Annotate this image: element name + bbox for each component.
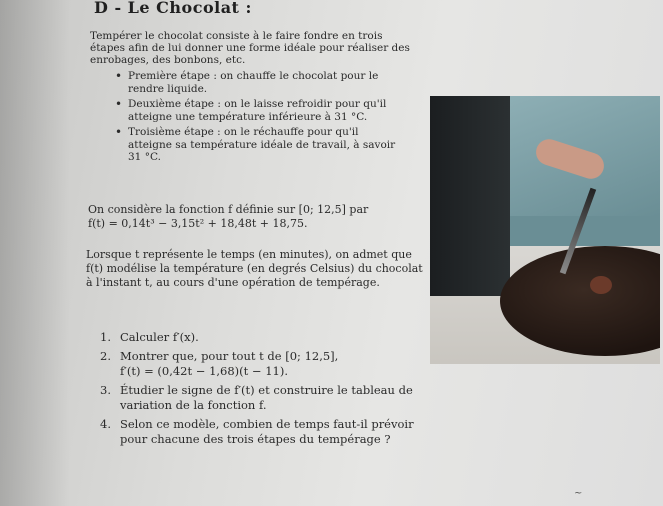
photo-person bbox=[430, 96, 510, 296]
question-item bbox=[100, 383, 420, 413]
step-item: • Troisième étape : on le réchauffe pour qu'il atteigne sa température idéale de travail, à savoir 31 °C. bbox=[118, 126, 398, 164]
intro-text: Tempérer le chocolat consiste à le faire fondre en trois étapes afin de lui donner une forme idéale pour réaliser des enrobages, des bonbons, etc. bbox=[90, 30, 410, 66]
chocolate-photo bbox=[430, 96, 660, 364]
question-text: Étudier le signe de f′(t) et construire le tableau de variation de la fonction f. bbox=[120, 383, 413, 412]
section-title: D - Le Chocolat : bbox=[94, 0, 252, 17]
context-paragraph: Lorsque t représente le temps (en minutes), on admet que f(t) modélise la température (en degrés Celsius) du chocolat à l'instant t, au cours d'une opération de tempérage. bbox=[86, 248, 423, 289]
pencil-mark: ~ bbox=[574, 488, 583, 499]
page-shadow bbox=[0, 0, 70, 506]
question-number: 2. bbox=[100, 349, 111, 363]
question-item bbox=[100, 417, 420, 447]
question-text: Montrer que, pour tout t de [0; 12,5], bbox=[120, 349, 339, 363]
derivative-formula: f′(t) = (0,42t − 1,68)(t − 11). bbox=[120, 364, 288, 378]
question-number: 1. bbox=[100, 330, 111, 344]
questions-list bbox=[100, 330, 420, 451]
question-item bbox=[100, 349, 420, 379]
steps-list bbox=[118, 70, 398, 167]
question-number: 4. bbox=[100, 417, 111, 431]
question-text: Calculer f′(x). bbox=[120, 330, 199, 344]
chocolate-drop bbox=[590, 276, 612, 294]
function-definition bbox=[88, 203, 418, 231]
question-item bbox=[100, 330, 420, 345]
step-item: • Deuxième étape : on le laisse refroidir pour qu'il atteigne une température inférieure à 31 °C. bbox=[118, 98, 398, 123]
question-number: 3. bbox=[100, 383, 111, 397]
question-text: Selon ce modèle, combien de temps faut-il prévoir pour chacune des trois étapes du tempérage ? bbox=[120, 417, 414, 446]
step-item: • Première étape : on chauffe le chocolat pour le rendre liquide. bbox=[118, 70, 398, 95]
definition-line: On considère la fonction f définie sur [0; 12,5] par bbox=[88, 203, 369, 216]
function-formula: f(t) = 0,14t³ − 3,15t² + 18,48t + 18,75. bbox=[88, 217, 308, 230]
